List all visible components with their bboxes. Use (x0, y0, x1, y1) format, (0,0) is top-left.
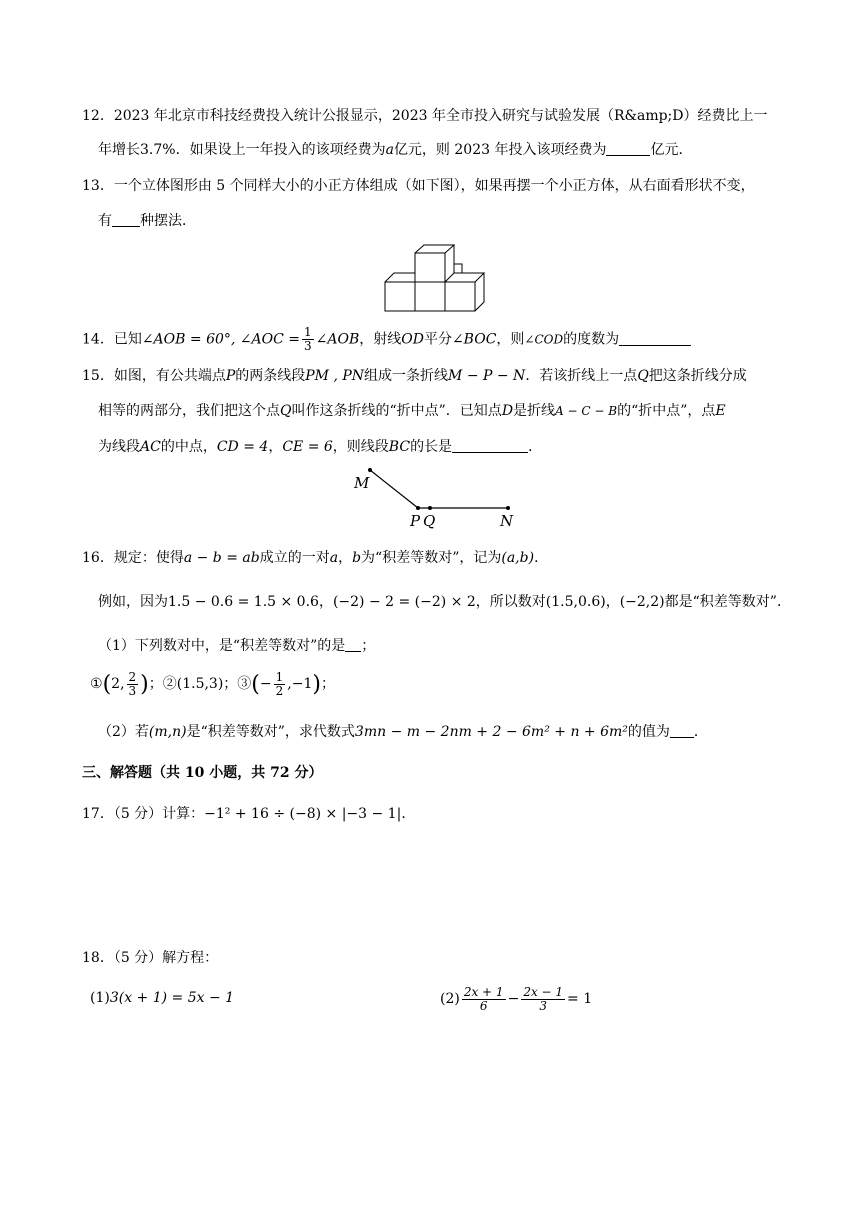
cube-top-left (385, 273, 415, 282)
q12-answer-blank[interactable] (606, 141, 650, 156)
q14-fraction (302, 326, 314, 353)
point-n-dot (506, 506, 510, 510)
q14-frac-den: 3 (304, 339, 312, 353)
q13-text-a: 有 (98, 213, 112, 229)
q16-sub2 (98, 722, 708, 742)
q14-answer-blank[interactable] (619, 331, 691, 346)
cube-back (454, 264, 462, 273)
q18-p2-den2: 3 (539, 998, 547, 1013)
q16-definition: a − b = ab (183, 550, 260, 566)
q14-angle-boc: ∠BOC (451, 331, 497, 348)
q16-example-a: 例如，因为 (98, 594, 168, 610)
q16-opt-end: ； (320, 676, 335, 692)
q15-segment-ac: AC (140, 439, 161, 455)
q16-options: ①(2, $\frac{2}{3}$ )；②(1.5,3)；③(− $\frac{1}{2}$ ,−1)； (90, 669, 335, 698)
q18-p2-label: (2) (440, 991, 460, 1007)
q18-p2-frac1 (462, 986, 506, 1013)
q14-prefix: 14．已知 (82, 331, 142, 348)
q15-text-a: 15．如图，有公共端点 (82, 368, 226, 384)
q16-var-b: b (352, 550, 362, 566)
q14-line (82, 326, 691, 353)
q16-sep1: ， (318, 594, 333, 610)
q12-line1 (82, 106, 768, 126)
q15-text-c: 组成一条折线 (364, 368, 449, 384)
q18-p1-label: (1) (90, 990, 110, 1006)
q15-polyline-acb: A − C − B (555, 404, 618, 418)
q15-segments: PM , PN (305, 368, 365, 384)
q12-text: 12．2023 年北京市科技经费投入统计公报显示，2023 年全市投入研究与试验发展（R&amp;D）经费比上一 (82, 108, 768, 124)
q12-variable: a (385, 142, 394, 158)
q15-text-3c: ，则线段 (332, 439, 389, 455)
q16-example-b: ，所以数对 (475, 594, 546, 610)
q16-opt2: (1.5,3) (176, 676, 224, 692)
q15-text-2c: 是折线 (513, 403, 556, 419)
q16-text-a: 16．规定：使得 (82, 550, 184, 566)
q16-opt-sep2: ；③ (223, 676, 252, 692)
q18-p2-minus: − (507, 991, 520, 1007)
q16-pair: (a,b) (501, 550, 535, 566)
q15-text-2a: 相等的两部分，我们把这个点 (98, 403, 280, 419)
q15-point-e: E (715, 403, 726, 419)
q18-part2 (440, 982, 592, 1016)
q14-text-mid2: 平分 (423, 331, 452, 348)
q16-line2 (98, 592, 791, 612)
q14-text-mid: ，射线 (359, 331, 402, 348)
section-3-heading: 三、解答题（共 10 小题，共 72 分） (82, 765, 323, 781)
q16-sub2-d: ． (693, 724, 708, 740)
q15-text-3a: 为线段 (98, 439, 140, 455)
q13-line2 (98, 211, 196, 231)
q16-text-c: ， (338, 550, 353, 566)
point-m-dot (368, 468, 372, 472)
q15-comma: ， (268, 439, 283, 455)
q13-text-b: 种摆法． (140, 213, 196, 229)
q15-text-3d: 的长是 (410, 439, 453, 455)
q17-line (82, 804, 415, 824)
label-q: Q (423, 512, 436, 530)
q16-sub1 (98, 636, 375, 656)
q18-prefix: 18．（5 分）解方程： (82, 950, 219, 966)
q14-suffix: 的度数为 (563, 331, 620, 348)
q15-ce-value: CE = 6 (282, 439, 333, 455)
q14-ray-od: OD (401, 331, 424, 348)
cube-front-2 (415, 282, 445, 311)
segment-pm (370, 470, 418, 508)
cube-front-3 (445, 282, 475, 311)
q18-p2-num1: 2x + 1 (463, 984, 504, 999)
point-p-dot (416, 506, 420, 510)
q16-sub2-b: 是“积差等数对”，求代数式 (186, 724, 355, 740)
q13-line1 (82, 176, 755, 196)
q16-sub1-text: （1）下列数对中，是“积差等数对”的是 (98, 638, 346, 654)
q15-text-b: 的两条线段 (235, 368, 306, 384)
q16-sub2-a: （2）若 (98, 724, 149, 740)
q14-angle-expr: ∠AOB = 60°, ∠AOC = (141, 331, 300, 348)
q12-text-b: ．如果设上一年投入的该项经费为 (175, 142, 386, 158)
q14-text-mid3: ，则 (496, 331, 525, 348)
q13-text: 13．一个立体图形由 5 个同样大小的小正方体组成（如下图），如果再摆一个小正方体，从右面看形状不变， (82, 178, 755, 194)
q16-opt-sep1: ；② (148, 676, 177, 692)
q16-line1 (82, 548, 548, 568)
q16-sub1-end: ； (361, 638, 376, 654)
q17-prefix: 17．（5 分）计算： (82, 806, 205, 822)
q13-cubes-figure (382, 244, 486, 314)
q17-expression: −1² + 16 ÷ (−8) × |−3 − 1| (204, 806, 402, 822)
q15-text-d: ．若该折线上一点 (525, 368, 638, 384)
q12-text-a: 年增长 (98, 142, 140, 158)
q16-sep2: ， (605, 594, 620, 610)
q18-p2-frac2 (521, 986, 565, 1013)
q15-text-3b: 的中点， (160, 439, 217, 455)
q16-opt3-den: 2 (275, 683, 284, 698)
label-m: M (354, 474, 370, 492)
q16-sub1-blank[interactable] (345, 637, 361, 652)
q15-text-2b: 叫作这条折线的“折中点”．已知点 (291, 403, 502, 419)
q16-opt1-den: 3 (128, 683, 137, 698)
q15-polyline-figure (348, 462, 528, 532)
q14-angle-aob: ∠AOB (315, 331, 360, 348)
q16-example-eq2: (−2) − 2 = (−2) × 2 (332, 594, 476, 610)
label-p: P (410, 512, 421, 530)
label-n: N (500, 512, 514, 530)
q16-text-b: 成立的一对 (259, 550, 330, 566)
q12-line2 (98, 140, 692, 160)
q14-angle-cod: ∠COD (524, 332, 564, 347)
q15-text-e: 把这条折线分成 (648, 368, 747, 384)
q16-expression: 3mn − m − 2nm + 2 − 6m² + n + 6m² (354, 724, 628, 740)
q15-text-2d: 的“折中点”，点 (617, 403, 716, 419)
q16-sub2-c: 的值为 (627, 724, 670, 740)
q16-opt1-num: 2 (128, 669, 137, 684)
q13-answer-blank[interactable] (112, 212, 140, 227)
q15-line2 (98, 401, 726, 421)
cube-top-right (445, 273, 484, 282)
q16-opt1-frac (127, 671, 139, 698)
q12-text-d: 亿元． (650, 142, 693, 158)
q15-cd-value: CD = 4 (216, 439, 269, 455)
q15-text-3e: ． (528, 439, 543, 455)
q16-example-pair2: (−2,2) (619, 594, 665, 610)
q15-line1 (82, 366, 747, 386)
cube-top-stack-top (415, 245, 454, 253)
q15-point-d: D (501, 403, 514, 419)
q16-opt3-num: 1 (275, 669, 284, 684)
q18-part1 (90, 988, 234, 1008)
q16-text-e: ． (534, 550, 549, 566)
q16-pair-mn: (m,n) (148, 724, 187, 740)
cube-top-stack (415, 253, 445, 282)
q15-point-p: P (225, 368, 236, 384)
q12-text-c: 亿元，则 2023 年投入该项经费为 (393, 142, 607, 158)
q15-polyline: M − P − N (448, 368, 526, 384)
q15-answer-blank[interactable] (452, 438, 528, 453)
q16-example-eq1: 1.5 − 0.6 = 1.5 × 0.6 (168, 594, 319, 610)
q18-p2-den1: 6 (479, 998, 488, 1013)
q16-example-c: 都是“积差等数对”． (664, 594, 791, 610)
q15-line3 (98, 437, 542, 457)
cube-front-1 (385, 282, 415, 311)
q16-opt1-label: ① (90, 676, 103, 692)
q18-line (82, 948, 218, 968)
q14-frac-num: 1 (304, 325, 312, 339)
point-q-dot (428, 506, 432, 510)
q16-example-pair1: (1.5,0.6) (545, 594, 606, 610)
q17-suffix: ． (401, 806, 416, 822)
q16-sub2-blank[interactable] (670, 723, 694, 738)
q12-percent: 3.7% (140, 142, 176, 158)
q15-point-q2: Q (280, 403, 292, 419)
q18-p2-rhs: = 1 (567, 991, 593, 1007)
q16-opt3-b: ,−1 (287, 676, 313, 692)
q18-p2-num2: 2x − 1 (523, 984, 564, 999)
q16-opt3-frac (274, 671, 286, 698)
q15-segment-bc: BC (388, 439, 411, 455)
q15-point-q: Q (637, 368, 649, 384)
q16-opt3-minus: − (259, 676, 272, 692)
cube-side-right (475, 273, 484, 311)
q16-var-a: a (329, 550, 339, 566)
q16-text-d: 为“积差等数对”，记为 (361, 550, 502, 566)
q16-opt1-a: 2, (111, 676, 125, 692)
q18-p1-equation: 3(x + 1) = 5x − 1 (109, 990, 235, 1006)
